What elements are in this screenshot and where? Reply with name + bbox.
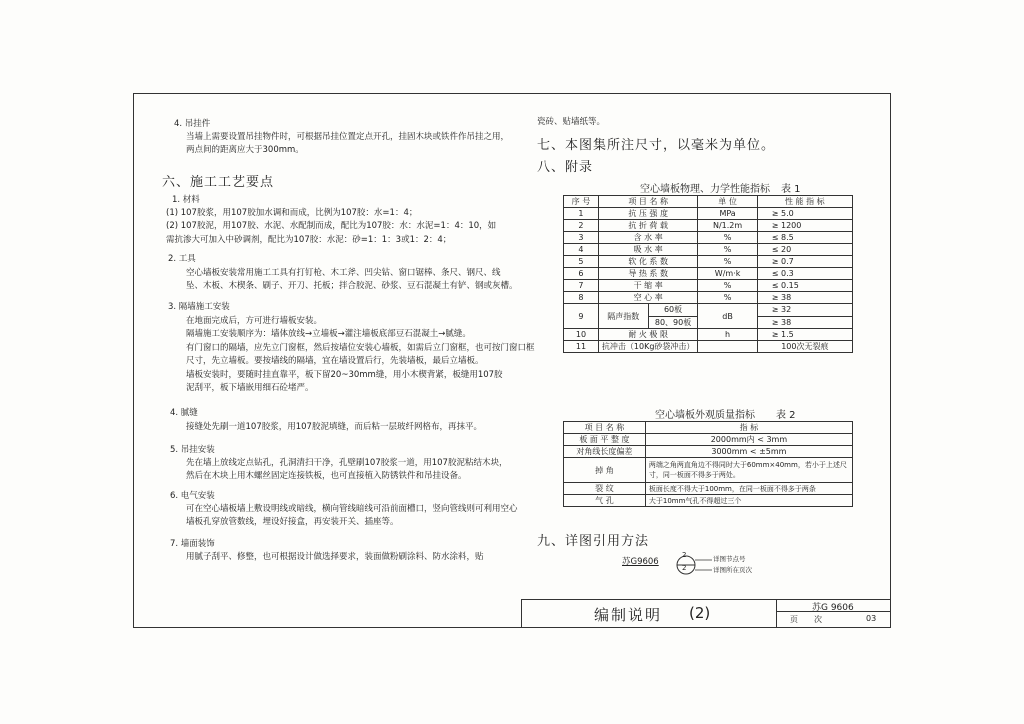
item-3-title: 3. 隔墙施工安装 bbox=[168, 302, 230, 312]
ref-note-page: 详图所在页次 bbox=[713, 566, 752, 574]
table1-cell: W/m·k bbox=[698, 268, 757, 280]
item-3-body-line-4: 尺寸，先立墙板。要按墙线的隔墙，宜在墙设置后行，先装墙板，最后立墙板。 bbox=[186, 356, 484, 367]
table2-cell: 对角线长度偏差 bbox=[564, 446, 646, 458]
table1-cell: 10 bbox=[564, 329, 599, 341]
table1-cell: 9 bbox=[564, 304, 599, 329]
item-2-title: 2. 工具 bbox=[168, 254, 196, 264]
continued-text: 瓷砖、贴墙纸等。 bbox=[537, 117, 606, 127]
table1-cell: % bbox=[698, 256, 757, 268]
table1-cell: 抗 压 强 度 bbox=[598, 208, 698, 220]
table1-cell: 空 心 率 bbox=[598, 292, 698, 304]
table1-row-9 bbox=[564, 304, 853, 317]
table1-cell: 4 bbox=[564, 244, 599, 256]
table1-cell bbox=[698, 341, 757, 353]
table2-cell: 3000mm < ±5mm bbox=[645, 446, 852, 458]
table2-cell: 气 孔 bbox=[564, 495, 646, 507]
table1-cell: % bbox=[698, 292, 757, 304]
item-2-body-line-1: 空心墙板安装常用施工工具有打钉枪、木工斧、凹尖钻、窗口锯棒、条尺、钢尺、线 bbox=[186, 268, 501, 278]
title-block-divider bbox=[776, 599, 777, 628]
table2-row bbox=[564, 434, 853, 446]
sheet-title: 编制说明 bbox=[594, 606, 663, 624]
item-3-body-line-5: 墙板安装时，要随时挂直靠平，板下留20~30mm缝，用小木楔背紧，板缝用107胶 bbox=[186, 369, 503, 380]
table1-header-cell: 项 目 名 称 bbox=[598, 196, 698, 208]
item-3-body-line-1: 在地面完成后，方可进行墙板安装。 bbox=[186, 316, 323, 326]
item-6-title: 6. 电气安装 bbox=[170, 491, 215, 501]
table1-row bbox=[564, 341, 853, 353]
table1-cell: 吸 水 率 bbox=[598, 244, 698, 256]
table1-cell: 8 bbox=[564, 292, 599, 304]
table2-header-row bbox=[564, 422, 853, 434]
item-6-body-line-1: 可在空心墙板墙上敷设明线或暗线，横向管线暗线可沿前面槽口，竖向管线则可利用空心 bbox=[186, 504, 518, 514]
table1-cell: % bbox=[698, 232, 757, 244]
table1-cell: ≥ 32 bbox=[757, 304, 852, 317]
table1-row bbox=[564, 208, 853, 220]
table1-cell: 11 bbox=[564, 341, 599, 353]
section-4-body-line-1: 当墙上需要设置吊挂物件时，可根据吊挂位置定点开孔，挂固木块或铁件作吊挂之用， bbox=[186, 132, 510, 142]
reference-code: 苏G9606 bbox=[622, 557, 659, 567]
item-4-title: 4. 腻缝 bbox=[170, 408, 198, 418]
table1-cell: % bbox=[698, 280, 757, 292]
table2-header-cell: 指 标 bbox=[645, 422, 852, 434]
ref-num-bottom: 2 bbox=[682, 564, 687, 572]
table1-cell: 耐 火 极 限 bbox=[598, 329, 698, 341]
table2-cell: 掉 角 bbox=[564, 458, 646, 483]
page-number: 03 bbox=[866, 614, 877, 623]
section-6-title: 六、施工工艺要点 bbox=[162, 175, 275, 190]
table1-cell: 6 bbox=[564, 268, 599, 280]
table1-row bbox=[564, 280, 853, 292]
section-8-title: 八、附录 bbox=[537, 160, 594, 175]
table1-row bbox=[564, 292, 853, 304]
table1-cell: ≥ 1.5 bbox=[757, 329, 852, 341]
table1-row bbox=[564, 256, 853, 268]
sheet-title-number: (2) bbox=[689, 604, 711, 622]
table2-row bbox=[564, 458, 853, 483]
section-9-title: 九、详图引用方法 bbox=[537, 534, 650, 549]
table1-cell: ≤ 0.15 bbox=[757, 280, 852, 292]
table1-cell: 含 水 率 bbox=[598, 232, 698, 244]
table1-physical-properties bbox=[563, 195, 853, 353]
sound-index-label: 隔声指数 bbox=[599, 304, 649, 328]
table1-cell: 5 bbox=[564, 256, 599, 268]
table2-row bbox=[564, 495, 853, 507]
table1-title: 空心墙板物理、力学性能指标 bbox=[640, 184, 770, 195]
table1-cell: ≥ 0.7 bbox=[757, 256, 852, 268]
table1-cell: ≤ 0.3 bbox=[757, 268, 852, 280]
section-7-title: 七、本图集所注尺寸，以毫米为单位。 bbox=[537, 138, 776, 153]
page-label: 页 次 bbox=[790, 615, 822, 624]
sound-sub-60: 60板 bbox=[649, 304, 698, 317]
item-4-body-line-1: 接缝处先刷一道107胶浆，用107胶泥填缝，而后粘一层玻纤网格布，再抹平。 bbox=[186, 422, 482, 432]
table1-header-cell: 序 号 bbox=[564, 196, 599, 208]
table1-row bbox=[564, 329, 853, 341]
item-1-body-line-3: 需抗渗大可加入中砂调剂，配比为107胶：水泥：砂=1：1：3或1：2：4； bbox=[166, 234, 452, 245]
item-3-body-line-3: 有门窗口的隔墙，应先立门窗框，然后按墙位安装心墙板，如需后立门窗框，也可按门窗口框 bbox=[186, 342, 535, 353]
ref-num-top: 2 bbox=[682, 551, 687, 559]
table1-cell: N/1.2m bbox=[698, 220, 757, 232]
table2-title: 空心墙板外观质量指标 bbox=[655, 410, 755, 421]
table1-cell: ≥ 38 bbox=[757, 316, 852, 329]
item-6-body-line-2: 墙板孔穿放管数线，埋设好接盒，再安装开关、插座等。 bbox=[186, 517, 399, 528]
table1-cell: 干 缩 率 bbox=[598, 280, 698, 292]
table1-row bbox=[564, 232, 853, 244]
table2-row bbox=[564, 446, 853, 458]
table1-cell: ≤ 20 bbox=[757, 244, 852, 256]
table1-header-cell: 性 能 指 标 bbox=[757, 196, 852, 208]
table1-cell: 1 bbox=[564, 208, 599, 220]
ref-note-node: 详图节点号 bbox=[713, 555, 746, 563]
table1-cell: dB bbox=[698, 304, 757, 329]
item-3-body-line-2: 隔墙施工安装顺序为：墙体放线→立墙板→灌注墙板底部豆石混凝土→腻缝。 bbox=[186, 329, 471, 340]
section-4-title: 4. 吊挂件 bbox=[174, 119, 211, 129]
item-1-body-line-1: (1) 107胶浆，用107胶加水调和而成，比例为107胶：水=1：4； bbox=[166, 208, 418, 218]
table2-cell: 裂 纹 bbox=[564, 483, 646, 495]
item-5-body-line-1: 先在墙上放线定点钻孔，孔洞清扫干净，孔壁刷107胶浆一道，用107胶泥粘结木块， bbox=[186, 458, 508, 468]
section-4-body-line-2: 两点间的距离应大于300mm。 bbox=[186, 145, 304, 156]
item-2-body-line-2: 坠、木板、木楔条、刷子、开刀、托板；拌合胶泥、砂浆、豆石混凝土有铲、钢或灰槽。 bbox=[186, 281, 518, 292]
table2-header-cell: 项 目 名 称 bbox=[564, 422, 646, 434]
table2-cell: 2000mm内 < 3mm bbox=[645, 434, 852, 446]
table1-number: 表 1 bbox=[781, 184, 801, 195]
table2-cell: 板面长度不得大于100mm，在同一板面不得多于两条 bbox=[645, 483, 852, 495]
table1-cell-sound bbox=[598, 304, 698, 329]
table2-appearance-quality bbox=[563, 421, 853, 507]
table1-header-row bbox=[564, 196, 853, 208]
table2-row bbox=[564, 483, 853, 495]
table1-cell: MPa bbox=[698, 208, 757, 220]
item-7-title: 7. 墙面装饰 bbox=[170, 539, 215, 549]
table1-header-cell: 单 位 bbox=[698, 196, 757, 208]
table1-cell: 100次无裂痕 bbox=[757, 341, 852, 353]
table1-cell: ≥ 1200 bbox=[757, 220, 852, 232]
table1-cell: 软 化 系 数 bbox=[598, 256, 698, 268]
table2-cell: 两端之角两直角边不得同时大于60mm×40mm，若小于上述尺寸，同一板面不得多于两处。 bbox=[645, 458, 852, 483]
table1-cell: 抗 折 荷 载 bbox=[598, 220, 698, 232]
table1-row bbox=[564, 244, 853, 256]
table1-cell: 导 热 系 数 bbox=[598, 268, 698, 280]
table1-cell: ≥ 38 bbox=[757, 292, 852, 304]
table1-cell: 抗冲击（10Kg砂袋冲击） bbox=[598, 341, 698, 353]
atlas-code: 苏G 9606 bbox=[812, 603, 854, 613]
table1-row bbox=[564, 268, 853, 280]
table1-row bbox=[564, 220, 853, 232]
sound-sub-8090: 80、90板 bbox=[654, 317, 692, 327]
table1-cell: 2 bbox=[564, 220, 599, 232]
table1-cell: 3 bbox=[564, 232, 599, 244]
item-1-title: 1. 材料 bbox=[172, 195, 200, 205]
table1-cell: % bbox=[698, 244, 757, 256]
table2-cell: 板 面 平 整 度 bbox=[564, 434, 646, 446]
table1-cell: 7 bbox=[564, 280, 599, 292]
item-5-title: 5. 吊挂安装 bbox=[170, 445, 215, 455]
item-7-body-line-1: 用腻子刮平、修整，也可根据设计做选择要求，装面做粉刷涂料、防水涂料，贴 bbox=[186, 552, 484, 562]
item-5-body-line-2: 然后在木块上用木螺丝固定连接铁板，也可直接植入防锈铁件和吊挂设备。 bbox=[186, 471, 467, 482]
table1-cell: ≥ 5.0 bbox=[757, 208, 852, 220]
table1-cell: h bbox=[698, 329, 757, 341]
table1-cell: ≤ 8.5 bbox=[757, 232, 852, 244]
table2-number: 表 2 bbox=[776, 410, 796, 421]
item-1-body-line-2: (2) 107胶泥，用107胶、水泥、水配制而成，配比为107胶：水：水泥=1：4：10，如 bbox=[166, 221, 497, 232]
table2-cell: 大于10mm气孔不得超过三个 bbox=[645, 495, 852, 507]
item-3-body-line-6: 泥刮平，板下墙嵌用细石砼堵严。 bbox=[186, 383, 314, 393]
